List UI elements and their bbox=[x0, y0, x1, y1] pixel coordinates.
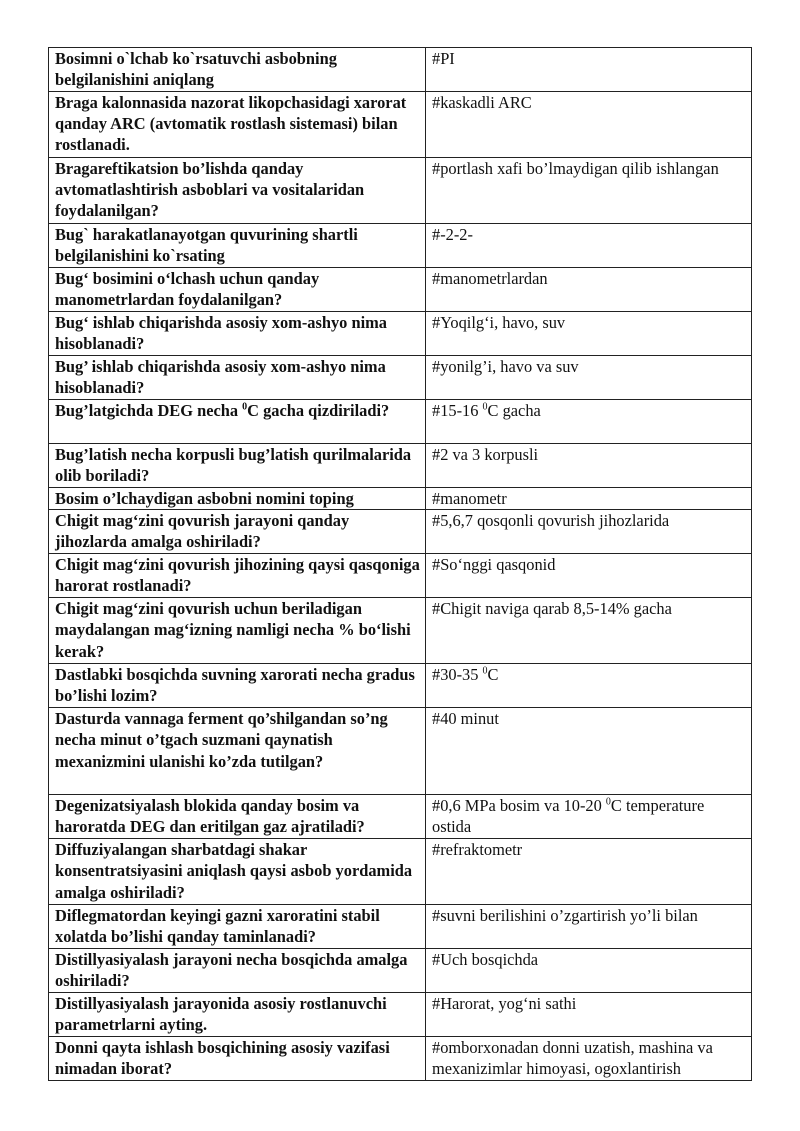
question-cell: Bug` harakatlanayotgan quvurining shartli belgilanishini ko`rsating bbox=[49, 224, 426, 268]
question-cell: Chigit mag‘zini qovurish uchun beriladigan maydalangan mag‘izning namligi necha % bo‘lishi kerak? bbox=[49, 598, 426, 664]
degree-superscript: 0 bbox=[242, 401, 248, 413]
answer-cell: #omborxonadan donni uzatish, mashina va mexanizimlar himoyasi, ogoxlantirish bbox=[426, 1037, 752, 1081]
answer-cell: #2 va 3 korpusli bbox=[426, 444, 752, 488]
qa-table bbox=[48, 47, 752, 1081]
question-cell: Chigit mag‘zini qovurish jarayoni qanday jihozlarda amalga oshiriladi? bbox=[49, 510, 426, 554]
question-cell: Donni qayta ishlash bosqichining asosiy vazifasi nimadan iborat? bbox=[49, 1037, 426, 1081]
answer-cell: #manometr bbox=[426, 488, 752, 510]
table-row bbox=[49, 1037, 752, 1081]
table-row bbox=[49, 905, 752, 949]
degree-superscript: 0 bbox=[482, 665, 488, 677]
answer-cell: #15-16 $^0$C gacha bbox=[426, 400, 752, 444]
table-row bbox=[49, 312, 752, 356]
question-cell: Chigit mag‘zini qovurish jihozining qaysi qasqoniga harorat rostlanadi? bbox=[49, 554, 426, 598]
answer-cell: #30-35 $^0$C bbox=[426, 664, 752, 708]
question-cell: Bug‘ ishlab chiqarishda asosiy xom-ashyo nima hisoblanadi? bbox=[49, 312, 426, 356]
table-row bbox=[49, 664, 752, 708]
question-cell: Distillyasiyalash jarayonida asosiy rostlanuvchi parametrlarni ayting. bbox=[49, 993, 426, 1037]
table-row bbox=[49, 993, 752, 1037]
question-cell: Bug’ ishlab chiqarishda asosiy xom-ashyo nima hisoblanadi? bbox=[49, 356, 426, 400]
answer-cell: #Harorat, yog‘ni sathi bbox=[426, 993, 752, 1037]
question-cell: Dasturda vannaga ferment qo’shilgandan so’ng necha minut o’tgach suzmani qaynatish mexanizmini ulanishi ko’zda tutilgan? bbox=[49, 708, 426, 795]
question-cell: Bosim o’lchaydigan asbobni nomini toping bbox=[49, 488, 426, 510]
table-row bbox=[49, 158, 752, 224]
degree-superscript: 0 bbox=[482, 401, 488, 413]
question-cell: Diflegmatordan keyingi gazni xaroratini stabil xolatda bo’lishi qanday taminlanadi? bbox=[49, 905, 426, 949]
answer-cell: #Chigit naviga qarab 8,5-14% gacha bbox=[426, 598, 752, 664]
table-row bbox=[49, 224, 752, 268]
answer-cell: #So‘nggi qasqonid bbox=[426, 554, 752, 598]
table-row bbox=[49, 92, 752, 158]
answer-cell: #refraktometr bbox=[426, 839, 752, 905]
question-cell: Distillyasiyalash jarayoni necha bosqichda amalga oshiriladi? bbox=[49, 949, 426, 993]
table-row bbox=[49, 949, 752, 993]
table-row bbox=[49, 554, 752, 598]
table-row bbox=[49, 510, 752, 554]
question-cell: Diffuziyalangan sharbatdagi shakar konsentratsiyasini aniqlash qaysi asbob yordamida amalga oshiriladi? bbox=[49, 839, 426, 905]
answer-cell: #suvni berilishini o’zgartirish yo’li bilan bbox=[426, 905, 752, 949]
answer-cell: #40 minut bbox=[426, 708, 752, 795]
table-row bbox=[49, 48, 752, 92]
table-row bbox=[49, 839, 752, 905]
question-cell: Bug’latgichda DEG necha $^0$C gacha qizdiriladi? bbox=[49, 400, 426, 444]
question-cell: Degenizatsiyalash blokida qanday bosim va haroratda DEG dan eritilgan gaz ajratiladi? bbox=[49, 795, 426, 839]
table-row bbox=[49, 488, 752, 510]
table-row bbox=[49, 268, 752, 312]
question-cell: Braga kalonnasida nazorat likopchasidagi xarorat qanday ARC (avtomatik rostlash sistemasi) bilan rostlanadi. bbox=[49, 92, 426, 158]
answer-cell: #5,6,7 qosqonli qovurish jihozlarida bbox=[426, 510, 752, 554]
degree-superscript: 0 bbox=[605, 796, 611, 808]
question-cell: Bug‘ bosimini o‘lchash uchun qanday manometrlardan foydalanilgan? bbox=[49, 268, 426, 312]
answer-cell: #portlash xafi bo’lmaydigan qilib ishlangan bbox=[426, 158, 752, 224]
answer-cell: #0,6 MPa bosim va 10-20 $^0$C temperature ostida bbox=[426, 795, 752, 839]
answer-cell: #manometrlardan bbox=[426, 268, 752, 312]
answer-cell: #yonilg’i, havo va suv bbox=[426, 356, 752, 400]
table-row bbox=[49, 795, 752, 839]
question-cell: Bug’latish necha korpusli bug’latish qurilmalarida olib boriladi? bbox=[49, 444, 426, 488]
answer-cell: #Uch bosqichda bbox=[426, 949, 752, 993]
answer-cell: #-2-2- bbox=[426, 224, 752, 268]
table-row bbox=[49, 444, 752, 488]
question-cell: Bragareftikatsion bo’lishda qanday avtomatlashtirish asboblari va vositalaridan foydalanilgan? bbox=[49, 158, 426, 224]
table-row bbox=[49, 708, 752, 795]
question-cell: Bosimni o`lchab ko`rsatuvchi asbobning belgilanishini aniqlang bbox=[49, 48, 426, 92]
answer-cell: #PI bbox=[426, 48, 752, 92]
answer-cell: #kaskadli ARC bbox=[426, 92, 752, 158]
table-row bbox=[49, 598, 752, 664]
question-cell: Dastlabki bosqichda suvning xarorati necha gradus bo’lishi lozim? bbox=[49, 664, 426, 708]
table-row bbox=[49, 356, 752, 400]
answer-cell: #Yoqilg‘i, havo, suv bbox=[426, 312, 752, 356]
table-row bbox=[49, 400, 752, 444]
